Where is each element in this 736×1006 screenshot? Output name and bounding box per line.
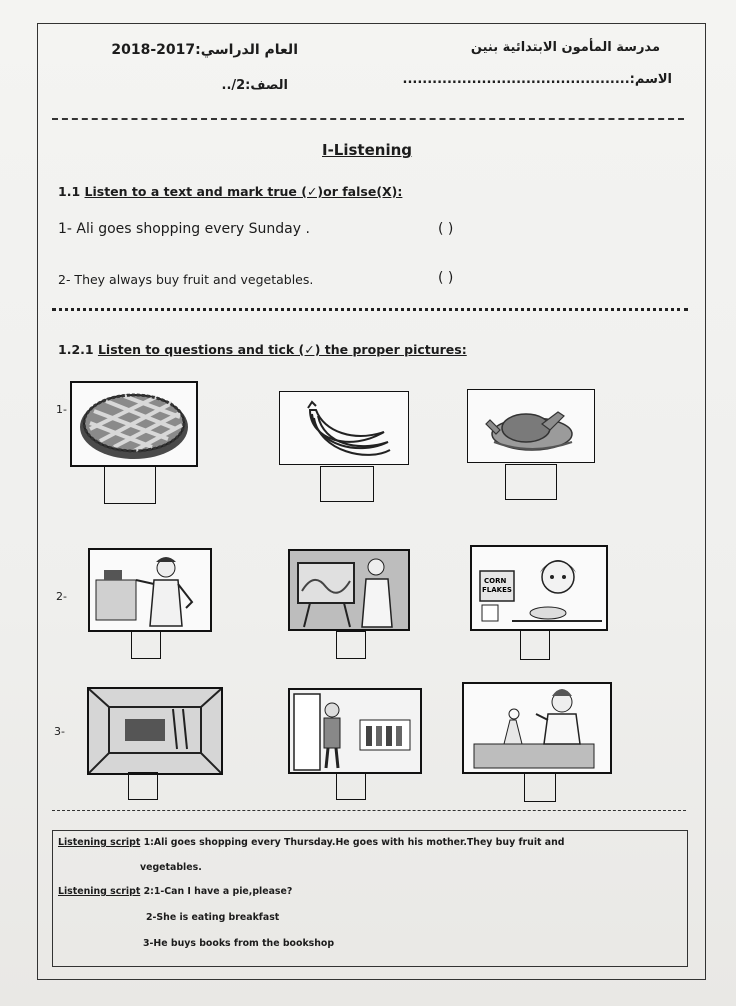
bananas-icon <box>280 392 408 464</box>
row-2-label: 2- <box>56 590 67 603</box>
script-2-line-3: 3-He buys books from the bookshop <box>143 938 335 949</box>
script-1-text: 1:Ali goes shopping every Thursday.He goes with his mother.They buy fruit and <box>140 837 565 848</box>
script-1-label: Listening script <box>58 837 141 848</box>
room-picture[interactable] <box>87 687 223 775</box>
tick-box-bananas[interactable] <box>320 466 374 502</box>
woman-cooking-picture[interactable] <box>88 548 212 632</box>
part1-divider <box>52 308 688 311</box>
script-2-text: 2:1-Can I have a pie,please? <box>140 886 293 897</box>
svg-text:FLAKES: FLAKES <box>482 586 512 594</box>
pie-picture[interactable] <box>70 381 198 467</box>
section-title: I-Listening <box>322 141 413 159</box>
school-name: مدرسة المأمون الابتدائية بنين <box>470 40 660 55</box>
part2-heading <box>58 342 467 357</box>
header-divider <box>52 118 684 120</box>
woman-painting-icon <box>290 551 408 629</box>
girl-eating-breakfast-icon <box>472 547 606 629</box>
tick-box-pie[interactable] <box>104 466 156 504</box>
tick-box-painting[interactable] <box>336 631 366 659</box>
script-2-line-2: 2-She is eating breakfast <box>146 912 280 923</box>
tick-box-cooking[interactable] <box>131 631 161 659</box>
script-2-label: Listening script <box>58 886 141 897</box>
tick-box-laboratory[interactable] <box>524 772 556 802</box>
svg-text:CORN: CORN <box>484 577 507 585</box>
tick-box-breakfast[interactable] <box>520 630 550 660</box>
part2-instruction: Listen to questions and tick (✓) the proper pictures: <box>97 342 467 357</box>
script-2 <box>58 886 292 897</box>
woman-laboratory-icon <box>464 684 610 772</box>
woman-cooking-icon <box>90 550 210 630</box>
answer-box-1[interactable]: ( ) <box>438 221 454 237</box>
statement-2: 2- They always buy fruit and vegetables. <box>58 272 314 287</box>
statement-1: 1- Ali goes shopping every Sunday . <box>58 221 310 237</box>
script-1 <box>58 837 565 848</box>
student-name-field[interactable]: الاسم:.............................................. <box>402 72 672 87</box>
girl-eating-breakfast-picture[interactable] <box>470 545 608 631</box>
tick-box-bookshop[interactable] <box>336 772 366 800</box>
tick-box-room[interactable] <box>128 772 158 800</box>
roast-chicken-picture[interactable] <box>467 389 595 463</box>
man-at-bookshop-picture[interactable] <box>288 688 422 774</box>
answer-box-2[interactable]: ( ) <box>438 270 454 286</box>
part2-number: 1.2.1 <box>58 342 94 357</box>
pie-icon <box>72 383 196 465</box>
academic-year: العام الدراسي:2017-2018 <box>111 42 298 58</box>
row-3-label: 3- <box>54 725 65 738</box>
part1-heading <box>58 184 402 199</box>
woman-painting-picture[interactable] <box>288 549 410 631</box>
row-1-label: 1- <box>56 403 67 416</box>
woman-laboratory-picture[interactable] <box>462 682 612 774</box>
room-icon <box>89 689 221 773</box>
man-at-bookshop-icon <box>290 690 420 772</box>
script-1-continued: vegetables. <box>140 862 202 873</box>
part1-number: 1.1 <box>58 184 81 199</box>
part1-instruction: Listen to a text and mark true (✓)or false(X): <box>84 184 403 199</box>
bottom-divider <box>52 810 686 811</box>
roast-chicken-icon <box>468 390 594 462</box>
bananas-picture[interactable] <box>279 391 409 465</box>
tick-box-chicken[interactable] <box>505 464 557 500</box>
class-field[interactable]: الصف:2/.. <box>221 78 288 93</box>
